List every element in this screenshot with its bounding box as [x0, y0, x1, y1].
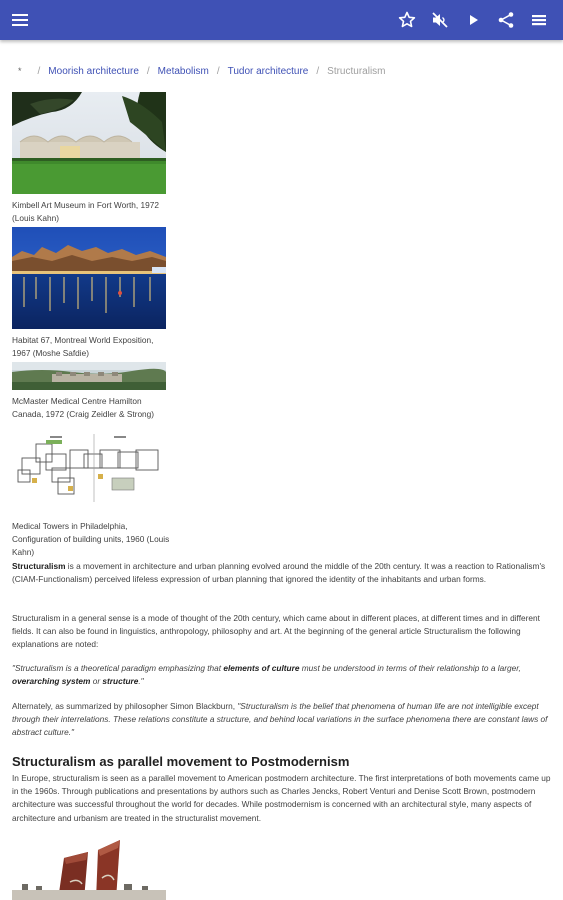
general-sense-paragraph: Structuralism in a general sense is a mode of thought of the 20th century, which came about in different places, at different times and in different fields. It can also be found in linguistics, anthropology, philosophy and art. At the beginning of the general article Structuralism the following explanations are noted: [12, 613, 540, 650]
structuralist-building-image[interactable] [12, 838, 166, 900]
menu-icon[interactable] [10, 10, 30, 30]
breadcrumb-separator: / [216, 65, 220, 77]
quote-part: ." [138, 676, 144, 687]
quote-emphasis: elements of culture [223, 663, 300, 673]
appbar-actions [384, 10, 549, 30]
intro-term: Structuralism [12, 561, 66, 571]
quote-part: "Structuralism is a theoretical paradigm emphasizing that [12, 663, 224, 673]
breadcrumb-separator: / [316, 65, 320, 77]
kimbell-museum-image[interactable] [12, 92, 166, 194]
breadcrumb-home[interactable]: * [18, 66, 22, 76]
figure-caption: McMaster Medical Centre Hamilton Canada, 1972 (Craig Zeidler & Strong) [12, 396, 155, 419]
breadcrumb-current: Structuralism [327, 65, 386, 77]
habitat-67-image[interactable] [12, 227, 166, 329]
star-icon[interactable] [397, 10, 417, 30]
play-icon[interactable] [463, 10, 483, 30]
figure-caption: Kimbell Art Museum in Fort Worth, 1972 (Louis Kahn) [12, 200, 159, 223]
view-list-icon[interactable] [529, 10, 549, 30]
share-icon[interactable] [496, 10, 516, 30]
intro-paragraph [12, 560, 552, 586]
figure-caption: Habitat 67, Montreal World Exposition, 1967 (Moshe Safdie) [12, 335, 154, 358]
quote-emphasis: overarching system [12, 676, 91, 687]
breadcrumb-item-metabolism[interactable]: Metabolism [157, 65, 209, 77]
section-heading: Structuralism as parallel movement to Postmodernism [12, 754, 350, 769]
breadcrumb-item-tudor-architecture[interactable]: Tudor architecture [227, 65, 309, 77]
breadcrumb-separator: / [37, 65, 41, 77]
definition-quote [12, 662, 552, 688]
breadcrumb-separator: / [146, 65, 150, 77]
medical-towers-plan-image[interactable] [12, 430, 166, 506]
quote-emphasis: structure [102, 676, 139, 687]
quote-part: must be understood in terms of their relationship to a larger, [299, 663, 521, 673]
breadcrumb-item-moorish-architecture[interactable]: Moorish architecture [48, 65, 139, 77]
figure-caption: Medical Towers in Philadelphia, Configuration of building units, 1960 (Louis Kahn) [12, 521, 170, 557]
mcmaster-centre-image[interactable] [12, 362, 166, 390]
quote-part: or [90, 676, 103, 687]
app-bar [0, 0, 563, 40]
blackburn-quote: "Structuralism is the belief that phenomena of human life are not intelligible except through their interrelations. These relations constitute a structure, and behind local variations in the surface phenomena there are constant laws of abstract culture." [12, 701, 548, 738]
volume-off-icon[interactable] [430, 10, 450, 30]
breadcrumb [18, 64, 386, 78]
blackburn-paragraph [12, 700, 552, 740]
intro-text: is a movement in architecture and urban planning evolved around the middle of the 20th century. It was a reaction to Rationalism's (CIAM-Functionalism) perceived lifeless expression of urban planning that ignored the identity of the inhabitants and urban forms. [12, 561, 546, 585]
postmodernism-paragraph: In Europe, structuralism is seen as a parallel movement to American postmodern architecture. The first interpretations of both movements came up in the 1960s. Through publications and presentations by authors such as Charles Jencks, Robert Venturi and Denise Scott Brown, postmodern architecture was successful throughout the world for decades. While postmodernism is concerned with an architectural style, many aspects of architecture and urbanism are treated in the structuralist movement. [12, 773, 551, 823]
blackburn-intro: Alternately, as summarized by philosopher Simon Blackburn, [12, 701, 238, 711]
